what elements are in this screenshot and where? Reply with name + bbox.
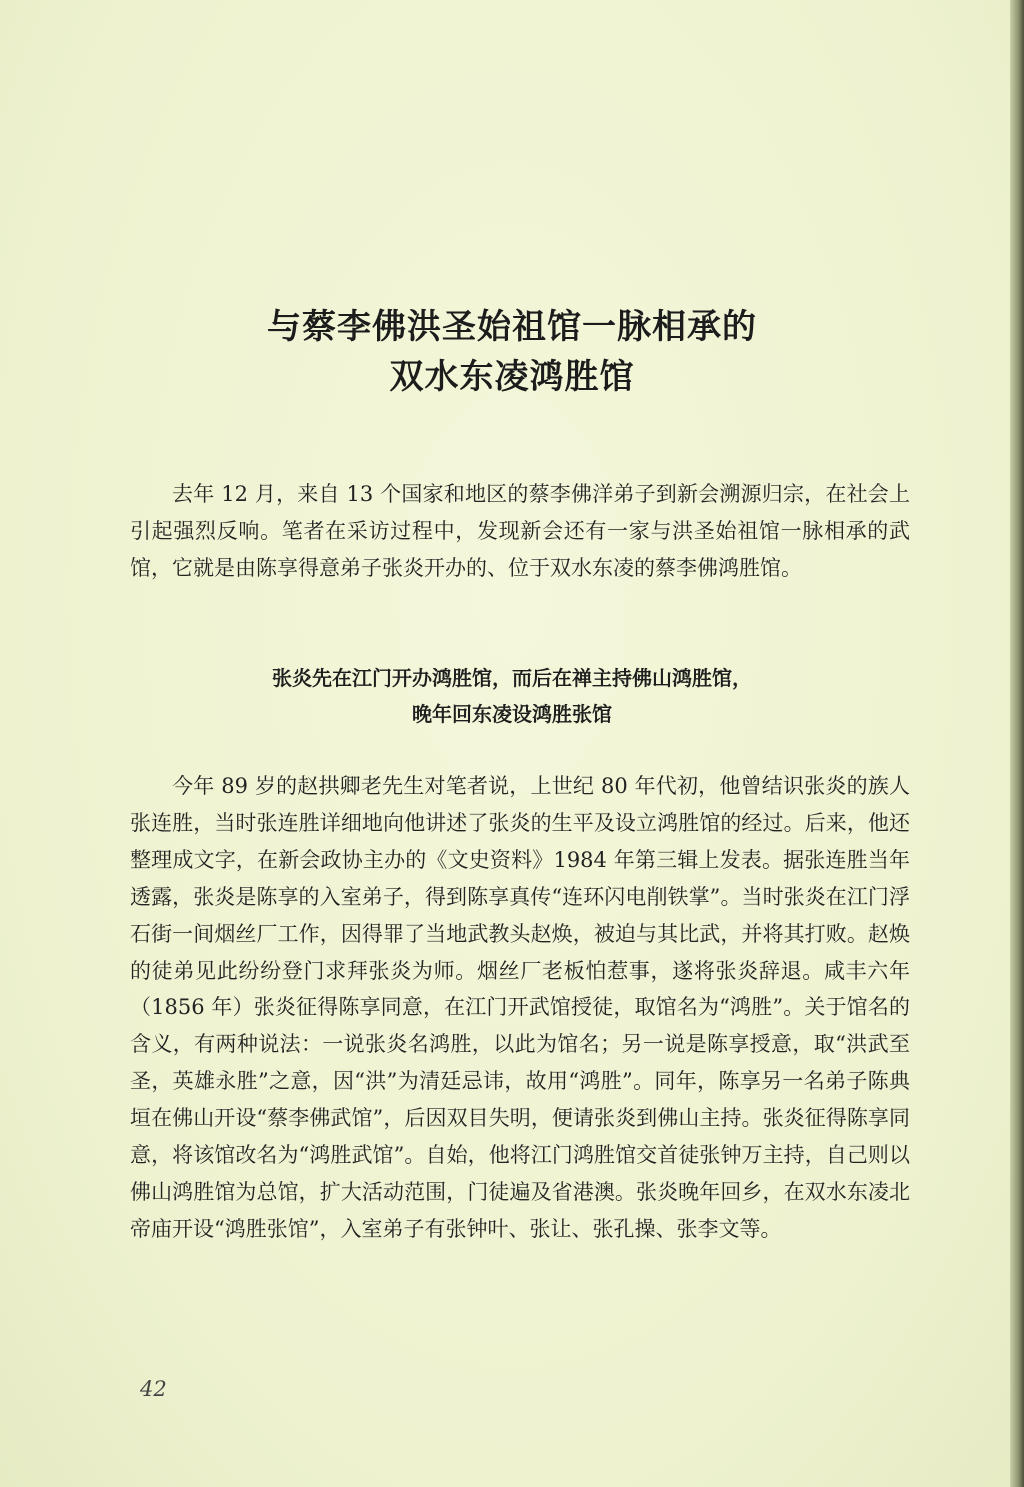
body-paragraph: 今年 89 岁的赵拱卿老先生对笔者说，上世纪 80 年代初，他曾结识张炎的族人张连胜，当时张连胜详细地向他讲述了张炎的生平及设立鸿胜馆的经过。后来，他还整理成文字，在新会政协主办的《文史资料》1984 年第三辑上发表。据张连胜当年透露，张炎是陈享的入室弟子，得到陈享真传“连环闪电削铁掌”。当时张炎在江门浮石街一间烟丝厂工作，因得罪了当地武教头赵焕，被迫与其比武，并将其打败。赵焕的徒弟见此纷纷登门求拜张炎为师。烟丝厂老板怕惹事，遂将张炎辞退。咸丰六年（1856 年）张炎征得陈享同意，在江门开武馆授徒，取馆名为“鸿胜”。关于馆名的含义，有两种说法：一说张炎名鸿胜，以此为馆名；另一说是陈享授意，取“洪武至圣，英雄永胜”之意，因“洪”为清廷忌讳，故用“鸿胜”。同年，陈享另一名弟子陈典垣在佛山开设“蔡李佛武馆”，后因双目失明，便请张炎到佛山主持。张炎征得陈享同意，将该馆改名为“鸿胜武馆”。自始，他将江门鸿胜馆交首徒张钟万主持，自己则以佛山鸿胜馆为总馆，扩大活动范围，门徒遍及省港澳。张炎晚年回乡，在双水东凌北帝庙开设“鸿胜张馆”，入室弟子有张钟叶、张让、张孔操、张李文等。 [130,774,910,1241]
page-edge-shadow [1010,0,1024,1487]
title-line-2: 双水东凌鸿胜馆 [389,357,635,397]
page-number: 42 [140,1377,167,1401]
section-heading-line-1: 张炎先在江门开办鸿胜馆，而后在禅主持佛山鸿胜馆， [272,666,752,690]
section-heading-line-2: 晚年回东凌设鸿胜张馆 [412,702,612,726]
title-line-1: 与蔡李佛洪圣始祖馆一脉相承的 [267,307,757,347]
intro-paragraph: 去年 12 月，来自 13 个国家和地区的蔡李佛洋弟子到新会溯源归宗，在社会上引起强烈反响。笔者在采访过程中，发现新会还有一家与洪圣始祖馆一脉相承的武馆，它就是由陈享得意弟子张炎开办的、位于双水东凌的蔡李佛鸿胜馆。 [130,482,910,580]
article-title [0,302,1024,402]
section-heading [0,660,1024,732]
